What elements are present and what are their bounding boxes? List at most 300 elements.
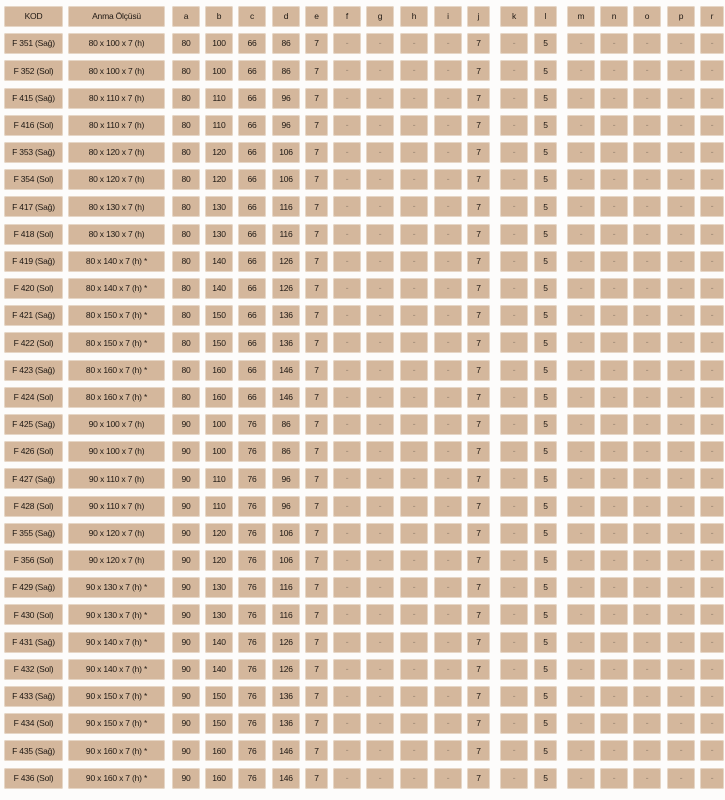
table-cell-kod: F 424 (Sol): [4, 387, 63, 408]
table-cell-r: -: [700, 115, 724, 136]
table-cell-b: 100: [205, 414, 233, 435]
table-cell-h: -: [400, 115, 428, 136]
table-cell-i: -: [434, 115, 462, 136]
table-cell-l: 5: [534, 169, 557, 190]
table-cell-e: 7: [305, 768, 328, 789]
table-cell-e: 7: [305, 686, 328, 707]
table-cell-i: -: [434, 278, 462, 299]
table-cell-j: 7: [467, 550, 490, 571]
table-cell-anma-olcusu: 80 x 110 x 7 (h): [68, 88, 165, 109]
table-cell-f: -: [333, 196, 361, 217]
table-cell-r: -: [700, 713, 724, 734]
table-cell-f: -: [333, 332, 361, 353]
table-cell-k: -: [500, 88, 528, 109]
table-cell-a: 90: [172, 468, 200, 489]
table-cell-d: 146: [272, 360, 300, 381]
table-cell-b: 100: [205, 60, 233, 81]
table-cell-b: 110: [205, 496, 233, 517]
table-cell-kod: F 419 (Sağ): [4, 251, 63, 272]
table-cell-r: -: [700, 632, 724, 653]
table-cell-r: -: [700, 468, 724, 489]
table-cell-b: 130: [205, 196, 233, 217]
table-cell-j: 7: [467, 740, 490, 761]
table-cell-l: 5: [534, 441, 557, 462]
table-cell-p: -: [667, 577, 695, 598]
table-cell-b: 160: [205, 768, 233, 789]
table-cell-g: -: [366, 523, 394, 544]
table-cell-o: -: [633, 713, 661, 734]
table-cell-a: 90: [172, 523, 200, 544]
column-header-b: b: [205, 6, 233, 27]
table-cell-m: -: [567, 468, 595, 489]
table-cell-n: -: [600, 632, 628, 653]
table-cell-p: -: [667, 196, 695, 217]
table-cell-anma-olcusu: 80 x 120 x 7 (h): [68, 142, 165, 163]
table-cell-j: 7: [467, 278, 490, 299]
table-cell-m: -: [567, 632, 595, 653]
table-cell-m: -: [567, 196, 595, 217]
table-cell-anma-olcusu: 90 x 120 x 7 (h): [68, 523, 165, 544]
column-header-kod: KOD: [4, 6, 63, 27]
table-cell-kod: F 425 (Sağ): [4, 414, 63, 435]
table-cell-n: -: [600, 360, 628, 381]
table-cell-f: -: [333, 142, 361, 163]
table-cell-n: -: [600, 496, 628, 517]
table-cell-p: -: [667, 332, 695, 353]
table-cell-b: 150: [205, 305, 233, 326]
table-cell-k: -: [500, 550, 528, 571]
table-cell-e: 7: [305, 740, 328, 761]
table-cell-anma-olcusu: 90 x 110 x 7 (h): [68, 468, 165, 489]
table-cell-g: -: [366, 441, 394, 462]
table-cell-c: 76: [238, 604, 266, 625]
table-cell-k: -: [500, 523, 528, 544]
table-cell-p: -: [667, 632, 695, 653]
table-cell-l: 5: [534, 496, 557, 517]
table-cell-n: -: [600, 523, 628, 544]
table-cell-d: 146: [272, 387, 300, 408]
table-cell-o: -: [633, 305, 661, 326]
table-cell-e: 7: [305, 332, 328, 353]
table-cell-g: -: [366, 224, 394, 245]
table-cell-l: 5: [534, 88, 557, 109]
table-cell-anma-olcusu: 80 x 160 x 7 (h) *: [68, 387, 165, 408]
table-cell-i: -: [434, 468, 462, 489]
table-cell-anma-olcusu: 90 x 100 x 7 (h): [68, 441, 165, 462]
table-cell-c: 66: [238, 88, 266, 109]
table-cell-anma-olcusu: 80 x 160 x 7 (h) *: [68, 360, 165, 381]
table-cell-m: -: [567, 224, 595, 245]
table-cell-m: -: [567, 768, 595, 789]
table-cell-e: 7: [305, 305, 328, 326]
table-cell-h: -: [400, 360, 428, 381]
table-cell-b: 110: [205, 115, 233, 136]
table-cell-r: -: [700, 60, 724, 81]
table-cell-anma-olcusu: 90 x 150 x 7 (h) *: [68, 713, 165, 734]
table-cell-r: -: [700, 604, 724, 625]
table-cell-m: -: [567, 577, 595, 598]
table-cell-c: 66: [238, 196, 266, 217]
table-cell-p: -: [667, 169, 695, 190]
table-cell-c: 66: [238, 332, 266, 353]
table-cell-n: -: [600, 142, 628, 163]
table-cell-i: -: [434, 496, 462, 517]
table-cell-r: -: [700, 196, 724, 217]
table-cell-r: -: [700, 360, 724, 381]
table-cell-o: -: [633, 169, 661, 190]
table-cell-e: 7: [305, 278, 328, 299]
table-cell-f: -: [333, 414, 361, 435]
table-cell-i: -: [434, 142, 462, 163]
table-cell-b: 130: [205, 224, 233, 245]
table-cell-b: 100: [205, 33, 233, 54]
table-cell-k: -: [500, 196, 528, 217]
column-header-m: m: [567, 6, 595, 27]
table-cell-m: -: [567, 686, 595, 707]
table-cell-o: -: [633, 659, 661, 680]
table-cell-j: 7: [467, 713, 490, 734]
table-cell-a: 80: [172, 33, 200, 54]
column-header-c: c: [238, 6, 266, 27]
table-cell-f: -: [333, 632, 361, 653]
table-cell-r: -: [700, 88, 724, 109]
column-header-r: r: [700, 6, 724, 27]
table-cell-c: 66: [238, 360, 266, 381]
table-cell-kod: F 436 (Sol): [4, 768, 63, 789]
table-cell-i: -: [434, 523, 462, 544]
table-cell-i: -: [434, 632, 462, 653]
table-cell-m: -: [567, 414, 595, 435]
table-cell-l: 5: [534, 550, 557, 571]
table-cell-j: 7: [467, 604, 490, 625]
table-cell-c: 76: [238, 441, 266, 462]
table-cell-d: 126: [272, 251, 300, 272]
table-cell-j: 7: [467, 441, 490, 462]
table-cell-h: -: [400, 332, 428, 353]
table-cell-d: 96: [272, 115, 300, 136]
table-cell-m: -: [567, 278, 595, 299]
table-cell-kod: F 351 (Sağ): [4, 33, 63, 54]
table-cell-n: -: [600, 196, 628, 217]
table-cell-f: -: [333, 60, 361, 81]
table-cell-j: 7: [467, 115, 490, 136]
table-cell-kod: F 422 (Sol): [4, 332, 63, 353]
table-cell-m: -: [567, 169, 595, 190]
table-cell-i: -: [434, 577, 462, 598]
table-cell-i: -: [434, 740, 462, 761]
table-cell-d: 96: [272, 88, 300, 109]
table-cell-l: 5: [534, 713, 557, 734]
table-cell-kod: F 352 (Sol): [4, 60, 63, 81]
table-cell-d: 136: [272, 713, 300, 734]
table-cell-k: -: [500, 332, 528, 353]
table-cell-e: 7: [305, 224, 328, 245]
table-cell-l: 5: [534, 686, 557, 707]
table-cell-l: 5: [534, 305, 557, 326]
table-cell-p: -: [667, 659, 695, 680]
table-cell-r: -: [700, 332, 724, 353]
table-cell-k: -: [500, 740, 528, 761]
table-cell-k: -: [500, 251, 528, 272]
table-cell-d: 86: [272, 60, 300, 81]
table-cell-j: 7: [467, 632, 490, 653]
table-cell-o: -: [633, 196, 661, 217]
table-cell-o: -: [633, 768, 661, 789]
table-cell-p: -: [667, 251, 695, 272]
table-cell-h: -: [400, 60, 428, 81]
table-cell-e: 7: [305, 142, 328, 163]
table-cell-e: 7: [305, 468, 328, 489]
table-cell-b: 130: [205, 577, 233, 598]
column-header-n: n: [600, 6, 628, 27]
table-cell-g: -: [366, 496, 394, 517]
table-cell-a: 90: [172, 414, 200, 435]
table-cell-d: 116: [272, 196, 300, 217]
table-cell-g: -: [366, 251, 394, 272]
table-cell-anma-olcusu: 80 x 100 x 7 (h): [68, 33, 165, 54]
table-cell-a: 90: [172, 604, 200, 625]
table-cell-e: 7: [305, 251, 328, 272]
table-cell-e: 7: [305, 169, 328, 190]
table-cell-anma-olcusu: 90 x 140 x 7 (h) *: [68, 632, 165, 653]
table-cell-n: -: [600, 305, 628, 326]
table-cell-c: 66: [238, 142, 266, 163]
table-cell-f: -: [333, 251, 361, 272]
table-cell-m: -: [567, 251, 595, 272]
table-cell-j: 7: [467, 768, 490, 789]
table-cell-d: 86: [272, 33, 300, 54]
table-cell-k: -: [500, 659, 528, 680]
table-cell-e: 7: [305, 196, 328, 217]
table-cell-a: 80: [172, 169, 200, 190]
table-cell-p: -: [667, 387, 695, 408]
table-cell-o: -: [633, 115, 661, 136]
table-cell-m: -: [567, 604, 595, 625]
table-cell-k: -: [500, 60, 528, 81]
table-cell-a: 80: [172, 332, 200, 353]
table-cell-f: -: [333, 604, 361, 625]
table-cell-b: 100: [205, 441, 233, 462]
table-cell-g: -: [366, 196, 394, 217]
table-cell-k: -: [500, 360, 528, 381]
table-cell-r: -: [700, 278, 724, 299]
table-cell-a: 90: [172, 496, 200, 517]
table-cell-p: -: [667, 414, 695, 435]
table-cell-f: -: [333, 360, 361, 381]
table-cell-b: 140: [205, 251, 233, 272]
table-cell-o: -: [633, 332, 661, 353]
table-cell-r: -: [700, 414, 724, 435]
table-cell-k: -: [500, 604, 528, 625]
table-cell-a: 80: [172, 88, 200, 109]
table-cell-r: -: [700, 496, 724, 517]
table-cell-k: -: [500, 632, 528, 653]
table-cell-p: -: [667, 88, 695, 109]
column-header-a: a: [172, 6, 200, 27]
table-cell-p: -: [667, 604, 695, 625]
table-cell-l: 5: [534, 332, 557, 353]
table-cell-kod: F 420 (Sol): [4, 278, 63, 299]
table-cell-j: 7: [467, 523, 490, 544]
table-cell-r: -: [700, 577, 724, 598]
table-cell-o: -: [633, 414, 661, 435]
table-cell-c: 66: [238, 60, 266, 81]
table-cell-h: -: [400, 496, 428, 517]
table-cell-j: 7: [467, 33, 490, 54]
table-cell-kod: F 430 (Sol): [4, 604, 63, 625]
table-cell-e: 7: [305, 414, 328, 435]
table-cell-j: 7: [467, 496, 490, 517]
table-cell-h: -: [400, 251, 428, 272]
table-cell-l: 5: [534, 360, 557, 381]
table-cell-h: -: [400, 441, 428, 462]
table-cell-m: -: [567, 142, 595, 163]
table-cell-anma-olcusu: 90 x 130 x 7 (h) *: [68, 577, 165, 598]
table-cell-o: -: [633, 251, 661, 272]
table-cell-d: 136: [272, 305, 300, 326]
table-cell-r: -: [700, 224, 724, 245]
table-cell-f: -: [333, 496, 361, 517]
table-cell-kod: F 431 (Sağ): [4, 632, 63, 653]
table-cell-kod: F 354 (Sol): [4, 169, 63, 190]
table-cell-c: 76: [238, 686, 266, 707]
table-cell-c: 66: [238, 305, 266, 326]
table-cell-d: 96: [272, 468, 300, 489]
table-cell-b: 140: [205, 278, 233, 299]
table-cell-i: -: [434, 441, 462, 462]
table-cell-c: 76: [238, 740, 266, 761]
table-cell-h: -: [400, 686, 428, 707]
table-cell-n: -: [600, 251, 628, 272]
table-cell-j: 7: [467, 360, 490, 381]
table-cell-m: -: [567, 523, 595, 544]
table-cell-anma-olcusu: 90 x 130 x 7 (h) *: [68, 604, 165, 625]
table-cell-b: 160: [205, 360, 233, 381]
table-cell-g: -: [366, 278, 394, 299]
table-cell-o: -: [633, 360, 661, 381]
table-cell-m: -: [567, 332, 595, 353]
table-cell-h: -: [400, 169, 428, 190]
table-cell-i: -: [434, 196, 462, 217]
table-cell-i: -: [434, 169, 462, 190]
table-cell-l: 5: [534, 142, 557, 163]
table-cell-f: -: [333, 659, 361, 680]
table-cell-h: -: [400, 278, 428, 299]
table-cell-i: -: [434, 768, 462, 789]
table-cell-j: 7: [467, 468, 490, 489]
table-cell-h: -: [400, 632, 428, 653]
table-cell-e: 7: [305, 523, 328, 544]
table-cell-a: 90: [172, 713, 200, 734]
table-cell-f: -: [333, 713, 361, 734]
table-cell-h: -: [400, 142, 428, 163]
table-cell-g: -: [366, 360, 394, 381]
table-cell-n: -: [600, 768, 628, 789]
table-cell-b: 130: [205, 604, 233, 625]
table-cell-g: -: [366, 88, 394, 109]
table-cell-h: -: [400, 468, 428, 489]
table-cell-o: -: [633, 33, 661, 54]
table-cell-p: -: [667, 686, 695, 707]
table-cell-l: 5: [534, 632, 557, 653]
column-header-l: l: [534, 6, 557, 27]
table-cell-o: -: [633, 441, 661, 462]
table-cell-a: 80: [172, 196, 200, 217]
table-cell-j: 7: [467, 196, 490, 217]
table-cell-r: -: [700, 740, 724, 761]
table-cell-h: -: [400, 196, 428, 217]
table-cell-h: -: [400, 550, 428, 571]
table-cell-l: 5: [534, 278, 557, 299]
table-cell-o: -: [633, 60, 661, 81]
table-cell-f: -: [333, 224, 361, 245]
table-cell-n: -: [600, 332, 628, 353]
table-cell-d: 146: [272, 740, 300, 761]
table-cell-l: 5: [534, 414, 557, 435]
table-cell-h: -: [400, 33, 428, 54]
table-cell-n: -: [600, 686, 628, 707]
table-cell-f: -: [333, 686, 361, 707]
table-cell-m: -: [567, 713, 595, 734]
table-cell-kod: F 416 (Sol): [4, 115, 63, 136]
table-cell-o: -: [633, 496, 661, 517]
table-cell-l: 5: [534, 468, 557, 489]
column-header-h: h: [400, 6, 428, 27]
table-cell-b: 120: [205, 523, 233, 544]
table-cell-r: -: [700, 169, 724, 190]
table-cell-j: 7: [467, 251, 490, 272]
table-cell-b: 160: [205, 387, 233, 408]
table-cell-c: 76: [238, 632, 266, 653]
table-cell-kod: F 356 (Sol): [4, 550, 63, 571]
column-header-j: j: [467, 6, 490, 27]
table-cell-f: -: [333, 115, 361, 136]
table-cell-c: 76: [238, 550, 266, 571]
table-cell-anma-olcusu: 90 x 160 x 7 (h) *: [68, 740, 165, 761]
table-cell-n: -: [600, 278, 628, 299]
table-cell-m: -: [567, 387, 595, 408]
table-cell-kod: F 417 (Sağ): [4, 196, 63, 217]
table-cell-d: 116: [272, 604, 300, 625]
table-cell-j: 7: [467, 414, 490, 435]
table-cell-o: -: [633, 278, 661, 299]
column-header-g: g: [366, 6, 394, 27]
table-cell-n: -: [600, 414, 628, 435]
table-cell-a: 80: [172, 115, 200, 136]
table-cell-c: 76: [238, 713, 266, 734]
table-cell-e: 7: [305, 713, 328, 734]
table-cell-n: -: [600, 659, 628, 680]
table-cell-e: 7: [305, 360, 328, 381]
table-cell-l: 5: [534, 659, 557, 680]
table-cell-kod: F 433 (Sağ): [4, 686, 63, 707]
table-cell-m: -: [567, 740, 595, 761]
table-cell-n: -: [600, 713, 628, 734]
table-cell-d: 86: [272, 414, 300, 435]
table-cell-i: -: [434, 604, 462, 625]
table-cell-k: -: [500, 768, 528, 789]
table-cell-j: 7: [467, 577, 490, 598]
table-cell-b: 150: [205, 713, 233, 734]
table-cell-p: -: [667, 496, 695, 517]
column-header-i: i: [434, 6, 462, 27]
table-cell-d: 126: [272, 278, 300, 299]
table-cell-d: 106: [272, 523, 300, 544]
table-cell-n: -: [600, 550, 628, 571]
table-cell-a: 90: [172, 577, 200, 598]
table-cell-kod: F 428 (Sol): [4, 496, 63, 517]
table-cell-d: 106: [272, 142, 300, 163]
